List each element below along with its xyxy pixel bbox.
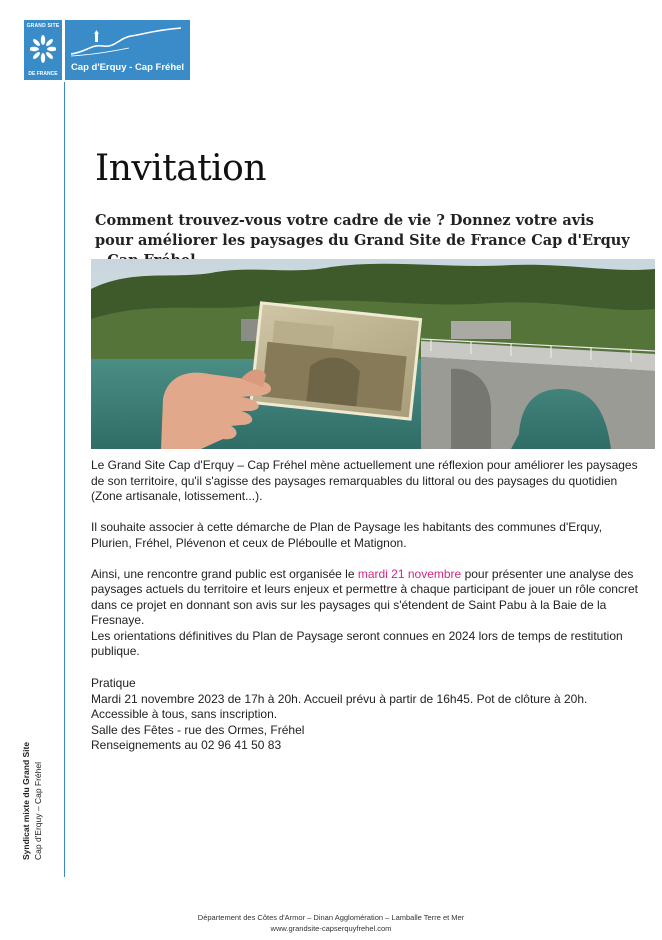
- footer-partners: Département des Côtes d'Armor – Dinan Agglomération – Lamballe Terre et Mer: [197, 913, 465, 922]
- paragraph-3-start: Ainsi, une rencontre grand public est organisée le: [91, 566, 358, 581]
- side-organization-label: [20, 740, 46, 860]
- practical-schedule: Mardi 21 novembre 2023 de 17h à 20h. Accueil prévu à partir de 16h45. Pot de clôture à 20h.: [91, 691, 588, 706]
- paragraph-3: [91, 567, 641, 629]
- flower-emblem-icon: [30, 34, 56, 64]
- vertical-rule: [64, 82, 65, 877]
- page-footer: [0, 912, 662, 934]
- footer-website-link[interactable]: www.grandsite-capserquyfrehel.com: [270, 924, 392, 933]
- grand-site-de-france-logo: [24, 20, 62, 80]
- page-title: Invitation: [95, 148, 267, 189]
- practical-info: [91, 676, 641, 754]
- hand-holding-postcard-photo: [91, 259, 655, 449]
- cap-erquy-frehel-logo: [65, 20, 190, 80]
- invitation-body: [91, 458, 641, 675]
- practical-contact-phone: Renseignements au 02 96 41 50 83: [91, 738, 282, 752]
- paragraph-1: Le Grand Site Cap d'Erquy – Cap Fréhel mène actuellement une réflexion pour améliorer les paysages de son territoire, qu'il s'agisse des paysages remarquables du littoral ou des paysages du quotidien (Zone artisanale, lotissement...).: [91, 458, 638, 503]
- practical-venue: Salle des Fêtes - rue des Ormes, Fréhel: [91, 722, 305, 737]
- practical-heading: Pratique: [91, 676, 136, 690]
- paragraph-2: Il souhaite associer à cette démarche de Plan de Paysage les habitants des communes d'Erquy, Plurien, Fréhel, Plévenon et ceux de Pléboulle et Matignon.: [91, 520, 603, 550]
- logo-grand-site-label: GRAND SITE: [26, 23, 60, 29]
- paragraph-4: Les orientations définitives du Plan de Paysage seront connues en 2024 lors de temps de restitution publique.: [91, 628, 623, 658]
- cap-erquy-frehel-label: Cap d'Erquy - Cap Fréhel: [70, 62, 185, 73]
- side-line-1: Syndicat mixte du Grand Site: [21, 741, 31, 860]
- side-line-2: Cap d'Erquy – Cap Fréhel: [33, 761, 43, 860]
- page-subtitle: Comment trouvez-vous votre cadre de vie ? Donnez votre avis pour améliorer les paysages du Grand Site de France Cap d'Erquy: [95, 212, 630, 249]
- highlighted-date: mardi 21 novembre: [357, 566, 462, 581]
- logo-de-france-label: DE FRANCE: [28, 71, 58, 77]
- practical-access: Accessible à tous, sans inscription.: [91, 707, 278, 721]
- paragraph-3-end: pour présenter une analyse des paysages actuels du territoire et leurs enjeux et permettre à chaque participant de jouer un rôle concret dans ce projet en donnant son avis sur les paysages qui s'étendent de Saint Pabu à la Baie de la Fresnaye.: [91, 566, 638, 627]
- coastline-lighthouse-icon: [69, 24, 186, 58]
- hero-photo: [91, 259, 655, 449]
